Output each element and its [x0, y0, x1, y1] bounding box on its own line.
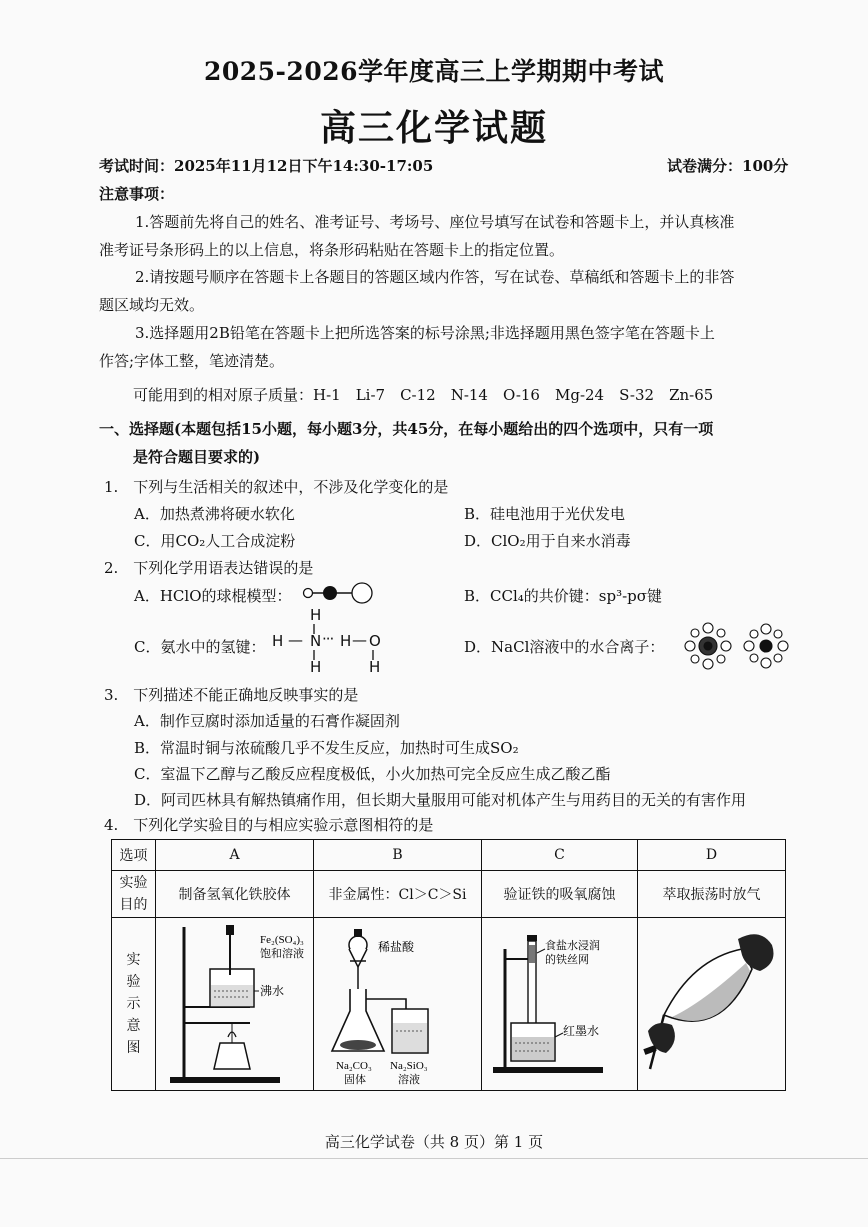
hydrated-ions-diagram — [678, 622, 798, 670]
purpose-b: 非金属性：Cl＞C＞Si — [314, 871, 482, 918]
q3-option-b: B．常温时铜与浓硫酸几乎不发生反应，加热时可生成SO₂ — [134, 739, 519, 757]
question-1-stem: 1. 下列与生活相关的叙述中，不涉及化学变化的是 — [104, 478, 449, 496]
atom-h: H — [272, 632, 284, 650]
column-c: C — [482, 840, 638, 871]
purpose-c: 验证铁的吸氧腐蚀 — [482, 871, 638, 918]
label-na2sio3: Na₂SiO₃ — [389, 1060, 428, 1072]
section-heading: 是符合题目要求的) — [133, 448, 261, 466]
notice-line: 题区域均无效。 — [99, 296, 205, 314]
notice-line: 1.答题前先将自己的姓名、准考证号、考场号、座位号填写在试卷和答题卡上，并认真核准 — [135, 213, 735, 231]
diagram-d-extraction-venting — [638, 918, 786, 1091]
purpose-label: 实验 目的 — [112, 871, 156, 918]
diagram-b-acidity-setup — [314, 918, 482, 1091]
exam-title: 2025-2026学年度高三上学期期中考试 — [203, 57, 665, 86]
hclo-ball-stick-model — [300, 580, 380, 606]
column-b: B — [314, 840, 482, 871]
page-divider — [0, 1158, 868, 1159]
label-saturated-solution: 饱和溶液 — [259, 948, 304, 960]
question-2-stem: 2. 下列化学用语表达错误的是 — [104, 559, 314, 577]
q1-option-b: B．硅电池用于光伏发电 — [464, 505, 626, 523]
full-score: 试卷满分：100分 — [667, 157, 789, 175]
purpose-a: 制备氢氧化铁胶体 — [156, 871, 314, 918]
atom-n: N — [310, 632, 322, 650]
q1-option-d: D．ClO₂用于自来水消毒 — [464, 532, 631, 550]
label-iron-mesh: 的铁丝网 — [544, 954, 589, 966]
atom-o: O — [369, 632, 381, 650]
q2-option-c: C．氨水中的氢键： — [134, 638, 266, 656]
q3-option-a: A．制作豆腐时添加适量的石膏作凝固剂 — [134, 712, 400, 730]
q2-option-b: B．CCl₄的共价键：sp³-pσ键 — [464, 587, 663, 605]
atom-h: H — [369, 658, 381, 676]
notice-line: 2.请按题号顺序在答题卡上各题目的答题区域内作答，写在试卷、草稿纸和答题卡上的非答 — [135, 268, 735, 286]
subject-title: 高三化学试题 — [319, 107, 548, 149]
label-fe2so43: Fe₂(SO₄)₃ — [259, 934, 304, 946]
q2-option-d: D．NaCl溶液中的水合离子： — [464, 638, 665, 656]
experiment-table — [111, 839, 786, 1091]
label-na2co3: Na₂CO₃ — [335, 1060, 372, 1072]
column-d: D — [638, 840, 786, 871]
q3-option-c: C．室温下乙醇与乙酸反应程度极低，小火加热可完全反应生成乙酸乙酯 — [134, 765, 611, 783]
label-solid: 固体 — [343, 1074, 366, 1086]
diagram-label: 实 验 示 意 图 — [112, 918, 156, 1091]
atomic-masses: 可能用到的相对原子质量：H-1 Li-7 C-12 N-14 O-16 Mg-24 S-32 Zn-65 — [133, 386, 714, 404]
atom-h: H — [310, 606, 322, 624]
question-4-stem: 4. 下列化学实验目的与相应实验示意图相符的是 — [104, 816, 434, 834]
label-dilute-hcl: 稀盐酸 — [377, 940, 414, 954]
notice-line: 3.选择题用2B铅笔在答题卡上把所选答案的标号涂黑;非选择题用黑色签字笔在答题卡上 — [135, 324, 715, 342]
notice-heading: 注意事项： — [99, 185, 175, 203]
label-solution: 溶液 — [397, 1074, 420, 1086]
exam-time: 考试时间：2025年11月12日下午14:30-17:05 — [99, 157, 434, 175]
q3-option-d: D．阿司匹林具有解热镇痛作用，但长期大量服用可能对机体产生与用药目的无关的有害作用 — [134, 791, 747, 809]
question-3-stem: 3. 下列描述不能正确地反映事实的是 — [104, 686, 359, 704]
q1-option-a: A．加热煮沸将硬水软化 — [134, 505, 295, 523]
section-heading: 一、选择题(本题包括15小题，每小题3分，共45分，在每小题给出的四个选项中，只有一项 — [99, 420, 714, 438]
column-a: A — [156, 840, 314, 871]
ammonia-hydrogen-bond-structure: H H — N ··· H — O H H — [272, 606, 381, 676]
label-boiling-water: 沸水 — [259, 984, 284, 998]
purpose-d: 萃取振荡时放气 — [638, 871, 786, 918]
atom-h: H — [340, 632, 352, 650]
diagram-a-colloid-setup — [156, 918, 314, 1091]
atom-h: H — [310, 658, 322, 676]
label-red-ink: 红墨水 — [562, 1024, 599, 1038]
page-footer: 高三化学试卷（共 8 页）第 1 页 — [324, 1133, 544, 1151]
diagram-c-oxygen-corrosion-setup — [482, 918, 638, 1091]
q1-option-c: C．用CO₂人工合成淀粉 — [134, 532, 296, 550]
notice-line: 作答;字体工整，笔迹清楚。 — [99, 352, 285, 370]
notice-line: 准考证号条形码上的以上信息，将条形码粘贴在答题卡上的指定位置。 — [99, 241, 565, 259]
q2-option-a: A．HClO的球棍模型： — [134, 587, 292, 605]
label-brine-mesh: 食盐水浸润 — [544, 940, 600, 952]
header-label: 选项 — [112, 840, 156, 871]
